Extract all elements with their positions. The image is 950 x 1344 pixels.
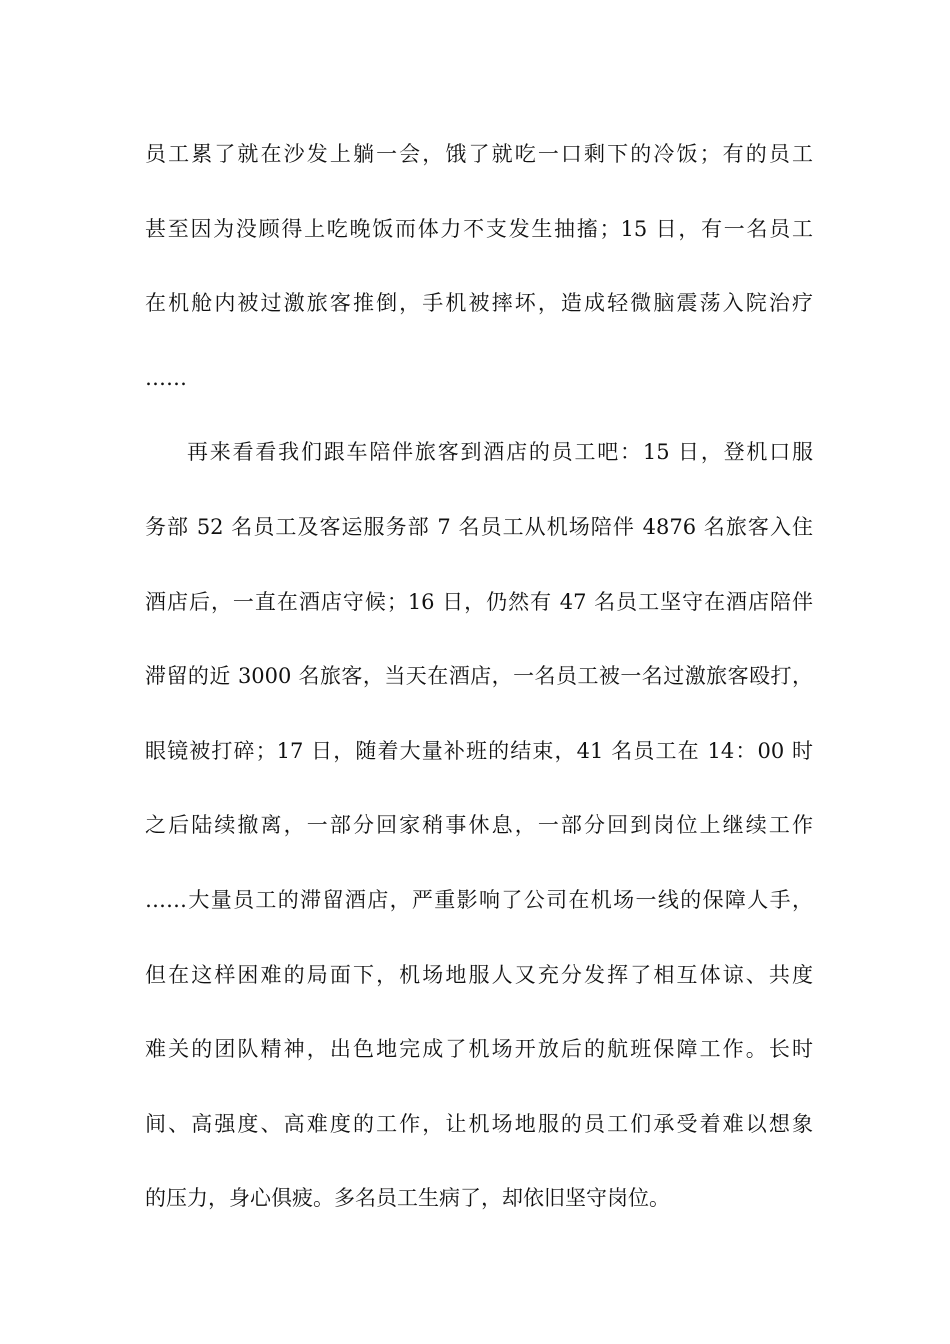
- text-line: 员工累了就在沙发上躺一会，饿了就吃一口剩下的冷饭；有的员工: [145, 142, 813, 166]
- text-line: 但在这样困难的局面下，机场地服人又充分发挥了相互体谅、共度: [145, 962, 813, 987]
- text-line: 滞留的近 3000 名旅客，当天在酒店，一名员工被一名过激旅客殴打，: [145, 664, 813, 689]
- text-line: ……: [145, 365, 187, 390]
- text-line: ……大量员工的滞留酒店，严重影响了公司在机场一线的保障人手，: [145, 887, 813, 912]
- text-line: 甚至因为没顾得上吃晚饭而体力不支发生抽搐；15 日，有一名员工: [145, 216, 813, 241]
- paragraph-start-line: 再来看看我们跟车陪伴旅客到酒店的员工吧：15 日，登机口服: [187, 440, 813, 465]
- text-line: 的压力，身心俱疲。多名员工生病了，却依旧坚守岗位。: [145, 1186, 670, 1211]
- text-line: 务部 52 名员工及客运服务部 7 名员工从机场陪伴 4876 名旅客入住: [145, 514, 813, 539]
- body-text: [145, 130, 813, 1249]
- text-line: 间、高强度、高难度的工作，让机场地服的员工们承受着难以想象: [145, 1111, 813, 1136]
- text-line: 之后陆续撤离，一部分回家稍事休息，一部分回到岗位上继续工作: [145, 813, 813, 838]
- text-line: 难关的团队精神，出色地完成了机场开放后的航班保障工作。长时: [145, 1037, 813, 1062]
- text-line: 眼镜被打碎；17 日，随着大量补班的结束，41 名员工在 14：00 时: [145, 738, 813, 763]
- text-line: 在机舱内被过激旅客推倒，手机被摔坏，造成轻微脑震荡入院治疗: [145, 291, 813, 316]
- text-line: 酒店后，一直在酒店守候；16 日，仍然有 47 名员工坚守在酒店陪伴: [145, 589, 813, 614]
